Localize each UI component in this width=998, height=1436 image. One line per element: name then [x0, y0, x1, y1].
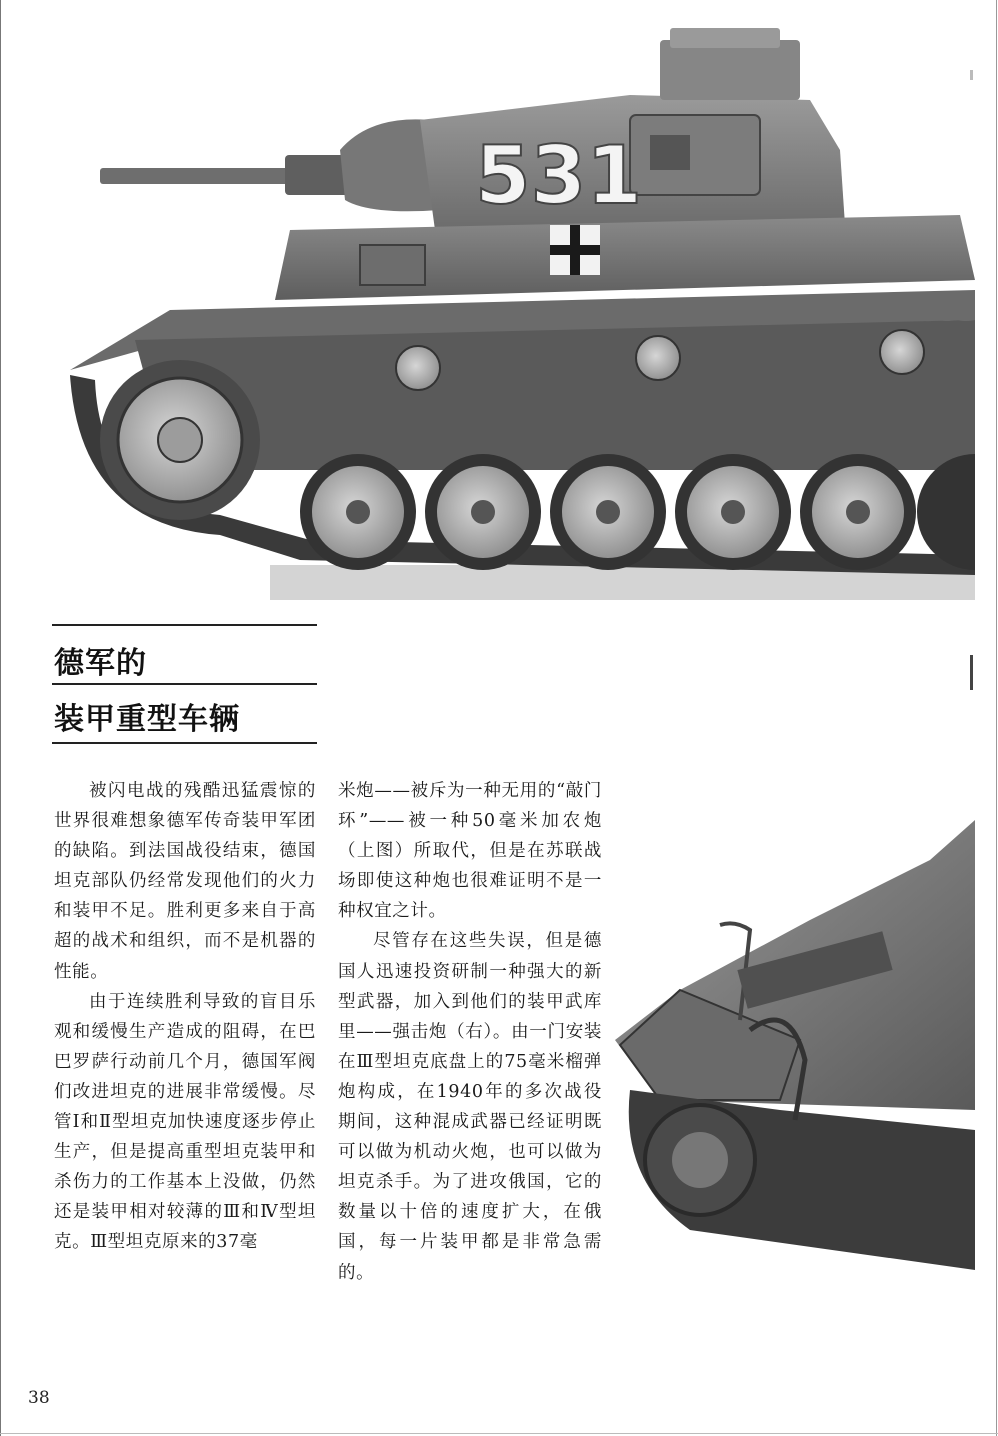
paragraph-continued: 米炮——被斥为一种无用的“敲门环”——被一种50毫米加农炮（上图）所取代，但是在苏联战场即使这种炮也很难证明不是一种权宜之计。 — [338, 781, 602, 922]
stug-iii-illustration — [600, 800, 975, 1320]
heading-line-1: 德军的 — [54, 646, 147, 681]
text-column-left — [54, 776, 316, 1258]
page-border-right — [996, 0, 997, 1436]
text-column-right — [338, 776, 602, 1288]
turret-number: 531 — [475, 129, 642, 222]
page-border-bottom — [0, 1433, 998, 1434]
balkenkreuz-insignia — [550, 225, 600, 275]
heading-rule-bottom — [52, 742, 317, 744]
heading-rule-middle — [52, 683, 317, 685]
scan-speck — [970, 655, 973, 690]
paragraph: 被闪电战的残酷迅猛震惊的世界很难想象德军传奇装甲军团的缺陷。到法国战役结束，德国坦克部队仍经常发现他们的火力和装甲不足。胜利更多来自于高超的战术和组织，而不是机器的性能。 — [54, 781, 316, 982]
scan-speck — [970, 70, 973, 80]
paragraph: 尽管存在这些失误，但是德国人迅速投资研制一种强大的新型武器，加入到他们的装甲武库里——强击炮（右）。由一门安装在Ⅲ型坦克底盘上的75毫米榴弹炮构成，在1940年的多次战役期间，这种混成武器已经证明既可以做为机动火炮，也可以做为坦克杀手。为了进攻俄国，它的数量以十倍的速度扩大，在俄国，每一片装甲都是非常急需的。 — [338, 931, 602, 1283]
page-number: 38 — [28, 1388, 50, 1408]
page-border-left — [0, 0, 1, 1436]
heading-rule-top — [52, 624, 317, 626]
panzer-iii-illustration — [40, 0, 975, 600]
heading-line-2: 装甲重型车辆 — [54, 702, 240, 737]
paragraph: 由于连续胜利导致的盲目乐观和缓慢生产造成的阻碍，在巴巴罗萨行动前几个月，德国军阀们改进坦克的进展非常缓慢。尽管Ⅰ和Ⅱ型坦克加快速度逐步停止生产，但是提高重型坦克装甲和杀伤力的工作基本上没做，仍然还是装甲相对较薄的Ⅲ和Ⅳ型坦克。Ⅲ型坦克原来的37毫 — [54, 991, 316, 1253]
